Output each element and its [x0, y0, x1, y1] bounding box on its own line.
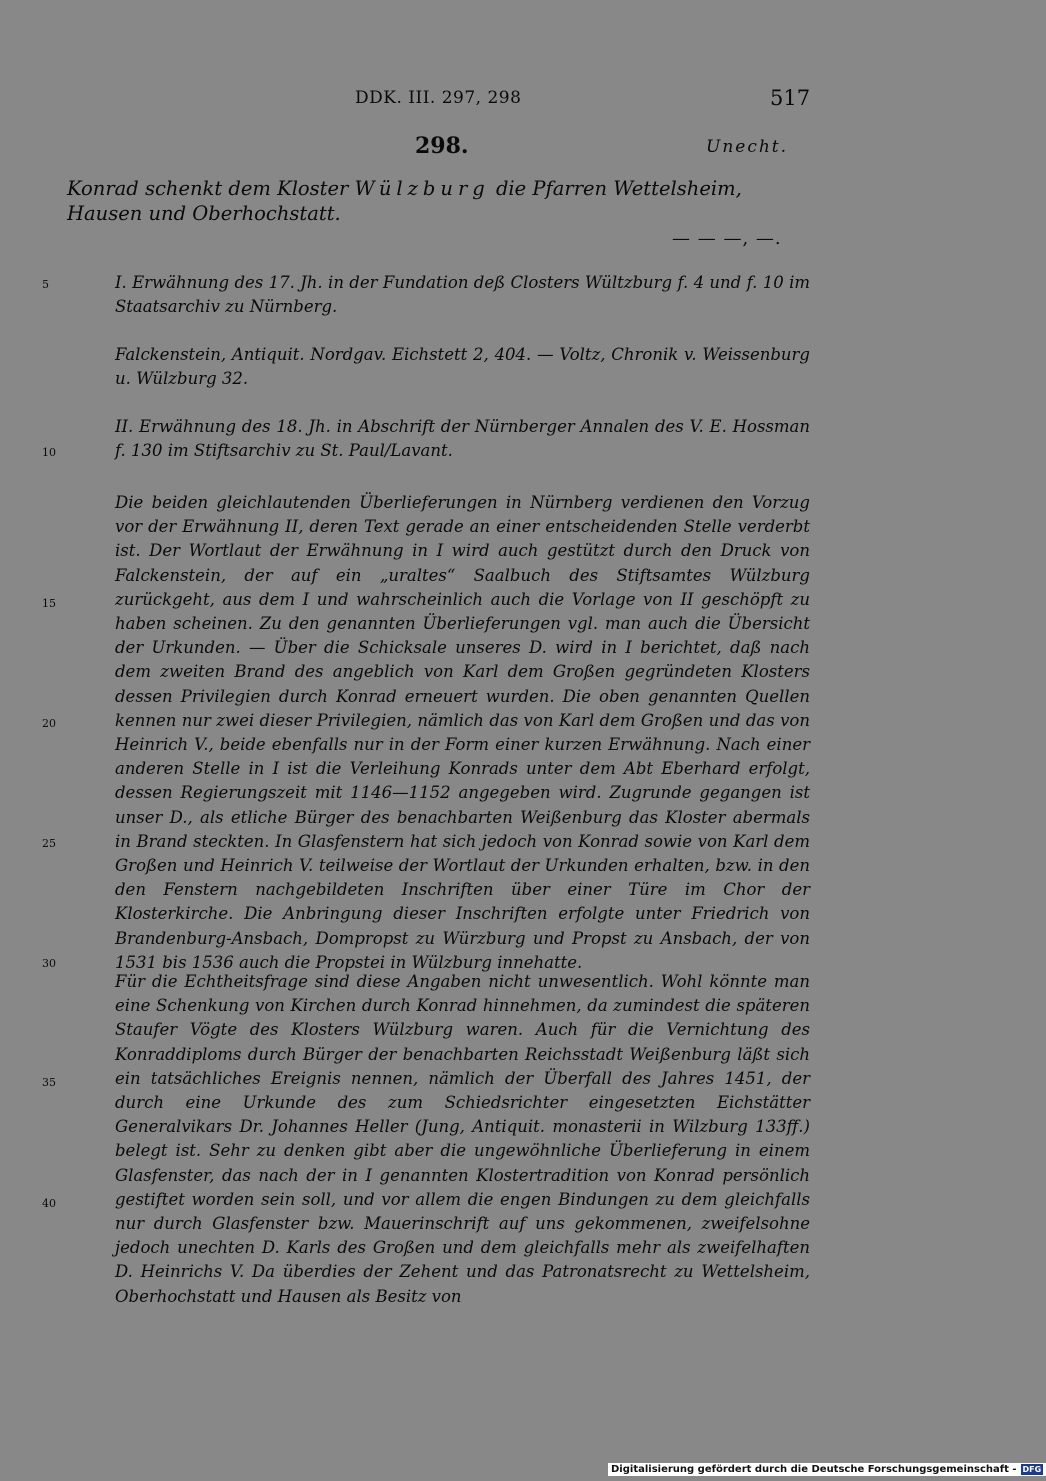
page-number: 517	[770, 86, 811, 110]
line-number: 35	[42, 1076, 56, 1089]
line-number: 25	[42, 837, 56, 850]
line-number: 40	[42, 1197, 56, 1210]
funding-footer	[608, 1463, 1046, 1476]
document-number: 298.	[415, 133, 469, 159]
commentary-paragraph-1: Die beiden gleichlautenden Überlieferungen in Nürnberg verdienen den Vorzug vor der Erwähnung II, deren Text gerade an einer entscheidenden Stelle verderbt ist. Der Wortlaut der Erwähnung in I wird auch gestützt durch den Druck von Falckenstein, der auf ein „uraltes“ Saalbuch des Stiftsamtes Wülzburg zurückgeht, aus dem I und wahrscheinlich auch die Vorlage von II geschöpft zu haben scheinen. Zu den genannten Überlieferungen vgl. man auch die Übersicht der Urkunden. — Über die Schicksale unseres D. wird in I berichtet, daß nach dem zweiten Brand des angeblich von Karl dem Großen gegründeten Klosters dessen Privilegien durch Konrad erneuert wurden. Die oben genannten Quellen kennen nur zwei dieser Privilegien, nämlich das von Karl dem Großen und das von Heinrich V., beide ebenfalls nur in der Form einer kurzen Erwähnung. Nach einer anderen Stelle in I ist die Verleihung Konrads unter dem Abt Eberhard erfolgt, dessen Regierungszeit mit 1146—1152 angegeben wird. Zugrunde gegangen ist unser D., als etliche Bürger des benachbarten Weißenburg das Kloster abermals in Brand steckten. In Glasfenstern hat sich jedoch von Konrad sowie von Karl dem Großen und Heinrich V. teilweise der Wortlaut der Urkunden erhalten, bzw. in den den Fenstern nachgebildeten Inschriften über einer Türe im Chor der Klosterkirche. Die Anbringung dieser Inschriften erfolgte unter Friedrich von Brandenburg-Ansbach, Dompropst zu Würzburg und Propst zu Ansbach, der von 1531 bis 1536 auch die Propstei in Wülzburg innehatte.	[115, 493, 810, 972]
line-number: 20	[42, 717, 56, 730]
regest-prefix: Konrad schenkt dem Kloster	[67, 177, 355, 200]
regest	[67, 176, 812, 226]
running-head: DDK. III. 297, 298	[355, 88, 522, 108]
line-number: 5	[42, 278, 49, 291]
date-line: — — —, —.	[672, 228, 782, 249]
regest-place: Wülzburg	[354, 177, 490, 200]
edition-paragraph: Falckenstein, Antiquit. Nordgav. Eichstett 2, 404. — Voltz, Chronik v. Weissenburg u. Wülzburg 32.	[115, 345, 810, 389]
document-status: Unecht.	[706, 137, 789, 157]
line-number: 10	[42, 446, 56, 459]
tradition-paragraph-2: II. Erwähnung des 18. Jh. in Abschrift der Nürnberger Annalen des V. E. Hossman f. 130 im Stiftsarchiv zu St. Paul/Lavant.	[115, 417, 810, 461]
funding-text: Digitalisierung gefördert durch die Deutsche Forschungsgemeinschaft -	[611, 1464, 1017, 1475]
commentary-paragraph-2: Für die Echtheitsfrage sind diese Angaben nicht unwesentlich. Wohl könnte man eine Schenkung von Kirchen durch Konrad hinnehmen, da zumindest die späteren Staufer Vögte des Klosters Wülzburg waren. Auch für die Vernichtung des Konraddiploms durch Bürger der benachbarten Reichsstadt Weißenburg läßt sich ein tatsächliches Ereignis nennen, nämlich der Überfall des Jahres 1451, der durch eine Urkunde des zum Schiedsrichter eingesetzten Eichstätter Generalvikars Dr. Johannes Heller (Jung, Antiquit. monasterii in Wilzburg 133ff.) belegt ist. Sehr zu denken gibt aber die ungewöhnliche Überlieferung in einem Glasfenster, das nach der in I genannten Klostertradition von Konrad persönlich gestiftet worden sein soll, und vor allem die engen Bindungen zu dem gleichfalls nur durch Glasfenster bzw. Mauerinschrift auf uns gekommenen, zweifelsohne jedoch unechten D. Karls des Großen und dem gleichfalls mehr als zweifelhaften D. Heinrichs V. Da überdies der Zehent und das Patronatsrecht zu Wettelsheim, Oberhochstatt und Hausen als Besitz von	[115, 972, 810, 1306]
dfg-logo: DFG	[1022, 1465, 1042, 1474]
line-number: 30	[42, 957, 56, 970]
tradition-paragraph-1: I. Erwähnung des 17. Jh. in der Fundation deß Closters Wültzburg f. 4 und f. 10 im Staatsarchiv zu Nürnberg.	[115, 273, 810, 317]
regest-suffix: die Pfarren Wettelsheim, Hausen und Oberhochstatt.	[67, 177, 742, 225]
line-number: 15	[42, 597, 56, 610]
